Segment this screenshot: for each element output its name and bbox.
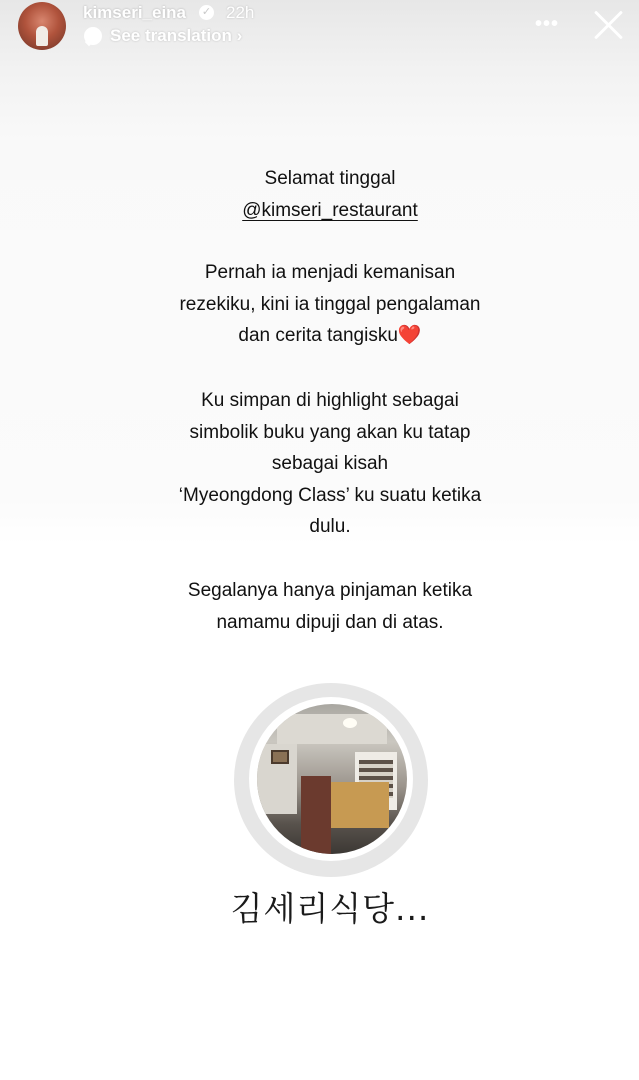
- caption-line: Pernah ia menjadi kemanisan: [204, 262, 456, 283]
- photo-counter: [329, 782, 389, 828]
- photo-booth: [301, 776, 331, 854]
- photo-frame: [271, 750, 289, 764]
- avatar[interactable]: [18, 2, 66, 50]
- avatar-figure: [36, 26, 48, 46]
- timestamp: 22h: [226, 3, 255, 22]
- verified-badge-icon: ✓: [199, 5, 214, 20]
- caption-line: dulu.: [309, 516, 351, 537]
- see-translation-link[interactable]: [110, 26, 242, 46]
- caption-line: namamu dipuji dan di atas.: [216, 611, 444, 633]
- caption-line: Selamat tinggal: [264, 168, 396, 189]
- caption-paragraph-3: [120, 385, 540, 543]
- restaurant-photo[interactable]: [257, 704, 407, 854]
- see-translation-label: See translation: [110, 26, 232, 45]
- photo-light: [343, 718, 357, 728]
- more-icon[interactable]: •••: [535, 13, 560, 35]
- heart-emoji: ❤️: [397, 325, 422, 346]
- caption-paragraph-2: [120, 257, 540, 352]
- caption-greeting: [120, 163, 540, 226]
- photo-ceiling: [277, 714, 387, 744]
- caption-line: Ku simpan di highlight sebagai: [201, 390, 459, 411]
- caption-line: rezekiku, kini ia tinggal pengalaman: [179, 293, 481, 315]
- caption-paragraph-4: [120, 575, 540, 638]
- chevron-right-icon: ›: [236, 26, 243, 45]
- caption-line: ‘Myeongdong Class’ ku suatu ketika: [178, 484, 482, 506]
- caption-line: Segalanya hanya pinjaman ketika: [187, 580, 473, 601]
- close-icon[interactable]: [592, 8, 626, 42]
- story-header: [0, 0, 639, 56]
- translate-icon[interactable]: [84, 27, 102, 45]
- caption-line: dan cerita tangisku: [238, 325, 398, 346]
- caption-line: simbolik buku yang akan ku tatap: [189, 421, 471, 443]
- caption-line: sebagai kisah: [271, 453, 389, 474]
- restaurant-name: 김세리식당...: [230, 889, 430, 928]
- username[interactable]: kimseri_eina: [83, 3, 187, 22]
- mention-link[interactable]: @kimseri_restaurant: [242, 199, 418, 221]
